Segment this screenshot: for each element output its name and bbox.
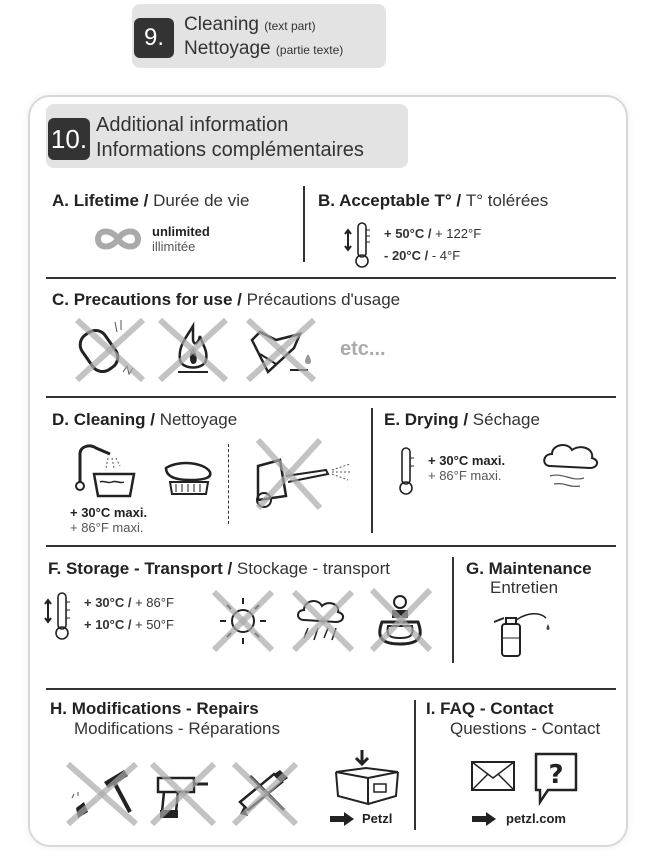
- lifetime-value-en: unlimited: [152, 224, 210, 239]
- fire-icon: [158, 318, 228, 382]
- brush-icon: [160, 458, 216, 502]
- temperature-max: + 50°C / + 122°F: [384, 226, 482, 241]
- drill-icon: [148, 762, 218, 826]
- section-9-number: 9.: [134, 18, 174, 58]
- rain-icon: [290, 590, 356, 652]
- storage-bag-icon: [368, 588, 434, 652]
- hammer-icon: [64, 762, 140, 826]
- cleaning-max-c: + 30°C maxi.: [70, 505, 148, 520]
- divider: [303, 186, 305, 262]
- temperature-min: - 20°C / - 4°F: [384, 248, 461, 263]
- drying-max-c: + 30°C maxi.: [428, 453, 506, 468]
- return-box-icon: [330, 748, 402, 808]
- divider: [46, 277, 616, 279]
- oil-can-icon: [488, 608, 558, 658]
- precautions-heading: C. Precautions for use / Précautions d'usage: [52, 290, 401, 309]
- faq-destination: petzl.com: [506, 811, 566, 826]
- faq-heading-fr: Questions - Contact: [450, 719, 601, 738]
- storage-max: + 30°C / + 86°F: [84, 595, 174, 610]
- section-9-note-fr: (partie texte): [275, 43, 344, 57]
- maintenance-heading-fr: Entretien: [490, 578, 559, 597]
- section-9-note-en: (text part): [264, 19, 316, 33]
- thermometer-icon: [42, 590, 78, 642]
- drying-heading: E. Drying / Séchage: [384, 410, 540, 429]
- divider: [452, 557, 454, 663]
- modifications-destination: Petzl: [362, 811, 393, 826]
- modifications-heading-fr: Modifications - Réparations: [74, 719, 280, 738]
- divider: [46, 545, 616, 547]
- section-9-header: [132, 4, 386, 68]
- divider: [46, 396, 616, 398]
- section-9-title-en: Cleaning: [184, 14, 259, 35]
- faq-heading: I. FAQ - Contact: [426, 699, 554, 718]
- drying-max-f: + 86°F maxi.: [428, 468, 502, 483]
- pressure-washer-icon: [238, 436, 358, 512]
- tap-basin-icon: [72, 440, 142, 502]
- maintenance-heading: G. Maintenance: [466, 559, 592, 578]
- section-10-title-en: Additional information: [96, 114, 289, 136]
- section-10-header: [46, 104, 408, 168]
- infinity-icon: [92, 226, 144, 252]
- arrow-right-icon: [470, 810, 498, 828]
- divider: [371, 408, 373, 533]
- sun-icon: [210, 590, 276, 652]
- cloud-wind-icon: [540, 440, 604, 492]
- precautions-etc: etc...: [340, 338, 386, 360]
- temperature-heading: B. Acceptable T° / T° tolérées: [318, 191, 549, 210]
- modifications-heading: H. Modifications - Repairs: [50, 699, 259, 718]
- svg-text:?: ?: [548, 760, 564, 790]
- section-10-title-fr: Informations complémentaires: [96, 139, 364, 161]
- divider: [46, 688, 616, 690]
- section-10-number: 10.: [48, 118, 90, 160]
- cleaning-max-f: + 86°F maxi.: [70, 520, 144, 535]
- thermometer-icon: [396, 446, 418, 496]
- chemical-flask-icon: [246, 318, 316, 382]
- storage-heading: F. Storage - Transport / Stockage - transport: [48, 559, 390, 578]
- question-bubble-icon: [532, 752, 580, 806]
- storage-min: + 10°C / + 50°F: [84, 617, 174, 632]
- section-9-title-fr: Nettoyage: [184, 38, 271, 59]
- lifetime-value-fr: illimitée: [152, 239, 196, 254]
- divider: [414, 700, 416, 830]
- arrow-right-icon: [328, 810, 356, 828]
- cleaning-heading: D. Cleaning / Nettoyage: [52, 410, 238, 429]
- lifetime-heading: A. Lifetime / Durée de vie: [52, 191, 250, 210]
- saw-icon: [230, 762, 300, 826]
- carabiner-drop-icon: [75, 318, 145, 382]
- envelope-icon: [470, 758, 516, 792]
- thermometer-icon: [342, 220, 376, 270]
- dashed-divider: [228, 444, 229, 524]
